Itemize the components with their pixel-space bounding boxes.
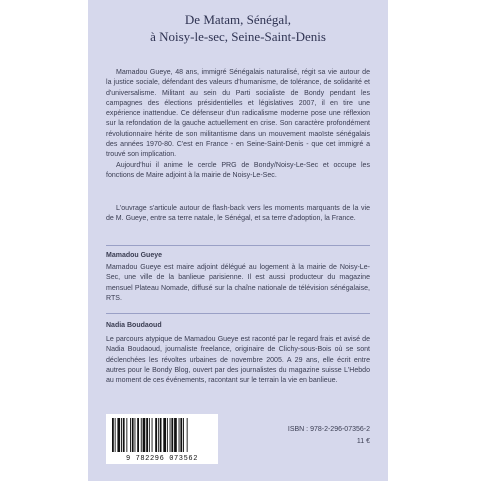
blurb-paragraph-1: Mamadou Gueye, 48 ans, immigré Sénégalais naturalisé, régit sa vie autour de la justice sociale, défendant des valeurs d'humanisme, de tolérance, de solidarité et d'universalisme. Militant au sein du Parti socialiste de Bondy pendant les campagnes des élections présidentielles et législatives 2007, il en tire une expérience inattendue. Ce défenseur d'un radicalisme moderne pose une réflexion sur la refondation de la gauche actuellement en crise. Son caractère profondément révolutionnaire hérite de son militantisme dans un mouvement maoïste sénégalais des années 1970-80. C'est en France - en Seine-Saint-Denis - que cet immigré a trouvé son implication. xyxy=(106,69,370,159)
blurb xyxy=(106,68,370,181)
barcode-bar xyxy=(115,418,116,452)
blurb-summary xyxy=(106,204,370,225)
barcode-bar xyxy=(183,418,184,452)
author-2-bio xyxy=(106,335,370,386)
author-1-heading: Mamadou Gueye xyxy=(106,252,163,259)
barcode-bar xyxy=(117,418,120,452)
blurb-paragraph-3: L'ouvrage s'articule autour de flash-back vers les moments marquants de la vie de M. Gueye, entre sa terre natale, le Sénégal, et sa terre d'adoption, la France. xyxy=(106,205,370,223)
barcode-bar xyxy=(155,418,157,452)
isbn: ISBN : 978-2-296-07356-2 xyxy=(287,426,370,433)
barcode-bar xyxy=(167,418,168,452)
blurb-paragraph-2: Aujourd'hui il anime le cercle PRG de Bondy/Noisy-Le-Sec et occupe les fonctions de Maire adjoint à la mairie de Noisy-Le-Sec. xyxy=(106,161,370,179)
barcode-bar xyxy=(130,418,131,452)
barcode-bar xyxy=(174,418,177,452)
book-title-line-1: De Matam, Sénégal, xyxy=(184,12,292,27)
barcode-bar xyxy=(112,418,114,452)
barcode-bar xyxy=(143,418,146,452)
barcode-bar xyxy=(135,418,136,452)
section-divider-2 xyxy=(106,313,370,314)
barcode-bar xyxy=(170,418,171,452)
barcode-bar xyxy=(137,418,139,452)
barcode-bar xyxy=(123,418,125,452)
barcode-bar xyxy=(171,418,173,452)
author-2-heading: Nadia Boudaoud xyxy=(106,322,162,329)
barcode-bar xyxy=(141,418,142,452)
barcode-bar xyxy=(146,418,148,452)
barcode xyxy=(106,414,218,464)
barcode-bar xyxy=(152,418,153,452)
barcode-bar xyxy=(132,418,134,452)
barcode-bar xyxy=(126,418,127,452)
barcode-bar xyxy=(163,418,166,452)
barcode-bar xyxy=(149,418,150,452)
barcode-bar xyxy=(121,418,122,452)
section-divider-1 xyxy=(106,245,370,246)
barcode-bar xyxy=(158,418,159,452)
back-cover xyxy=(88,0,388,481)
price: 11 € xyxy=(356,438,370,445)
author-1-bio-text: Mamadou Gueye est maire adjoint délégué au logement à la mairie de Noisy-Le-Sec, une ville de la banlieue parisienne. Il est aussi producteur du magazine mensuel Plateau Nomade, diffusé sur la chaîne nationale de télévision sénégalaise, RTS. xyxy=(106,264,370,302)
author-1-bio xyxy=(106,263,370,304)
author-2-bio-text: Le parcours atypique de Mamadou Gueye est raconté par le regard frais et avisé de Nadia Boudaoud, journaliste freelance, originaire de Clichy-sous-Bois où se sont déclenchées les révoltes urbaines de novembre 2005. A 29 ans, elle écrit entre autres pour le Bondy Blog, ouvert par des journalistes du magazine suisse L'Hebdo au moment de ces événements, racontant sur le terrain la vie en banlieue. xyxy=(106,336,370,385)
book-title-line-2: à Noisy-le-sec, Seine-Saint-Denis xyxy=(150,29,326,44)
barcode-bar xyxy=(160,418,162,452)
barcode-bar xyxy=(187,418,188,452)
barcode-digits: 9 782296 073562 xyxy=(125,455,198,463)
barcode-bars xyxy=(106,414,218,454)
barcode-bar xyxy=(180,418,182,452)
barcode-bar xyxy=(179,418,180,452)
